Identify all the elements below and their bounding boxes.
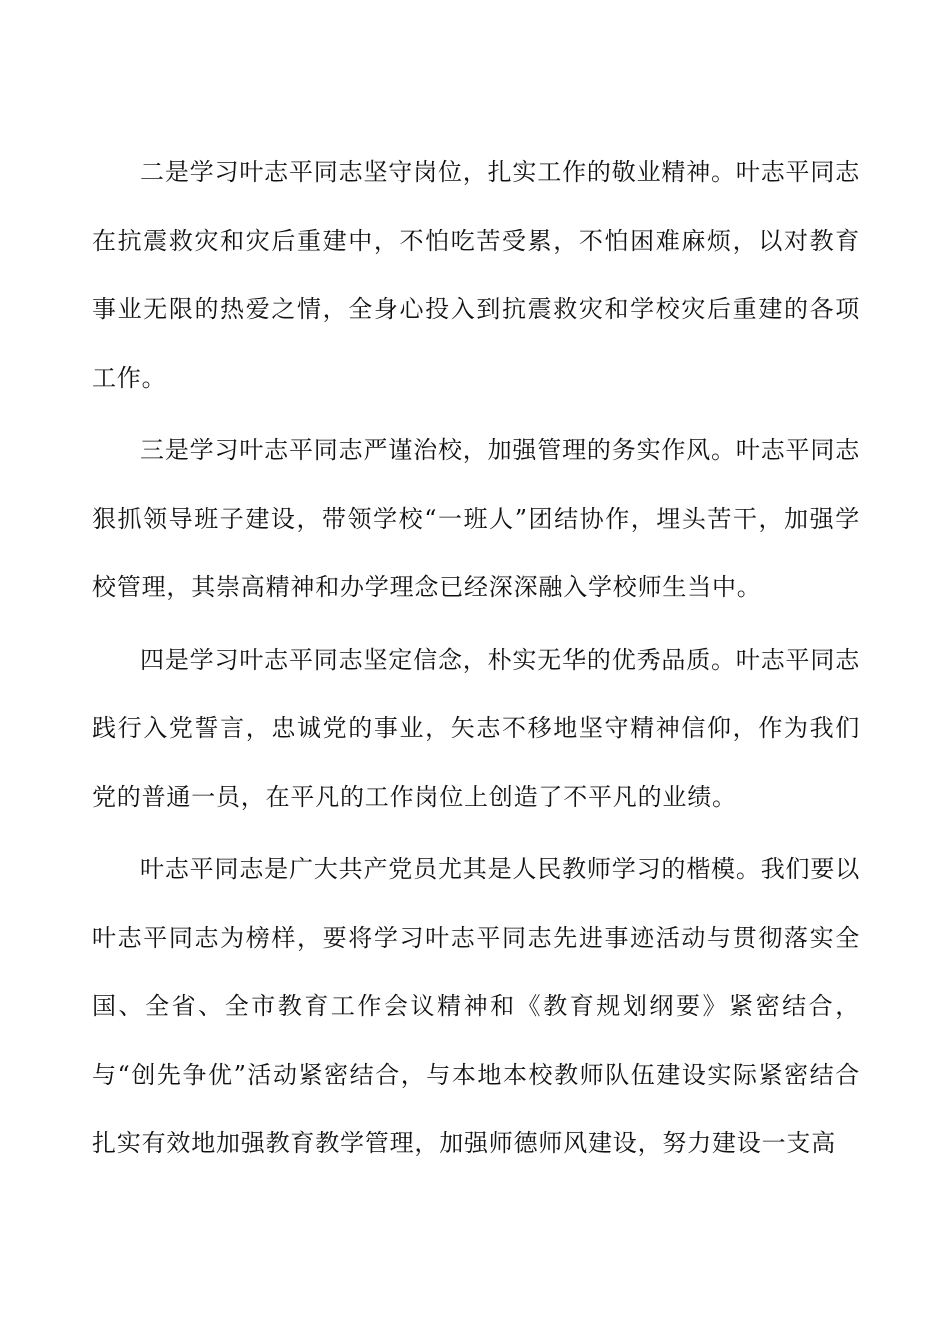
- paragraph-fourth-point: 四是学习叶志平同志坚定信念，朴实无华的优秀品质。叶志平同志践行入党誓言，忠诚党的事业，矢志不移地坚守精神信仰，作为我们党的普通一员，在平凡的工作岗位上创造了不平凡的业绩。: [92, 645, 860, 811]
- paragraph-conclusion: 叶志平同志是广大共产党员尤其是人民教师学习的楷模。我们要以叶志平同志为榜样，要将学习叶志平同志先进事迹活动与贯彻落实全国、全省、全市教育工作会议精神和《教育规划纲要》紧密结合，与“创先争优”活动紧密结合，与本地本校教师队伍建设实际紧密结合扎实有效地加强教育教学管理，加强师德师风建设，努力建设一支高: [92, 855, 860, 1157]
- document-body: [92, 138, 860, 1182]
- paragraph-third-point: 三是学习叶志平同志严谨治校，加强管理的务实作风。叶志平同志狠抓领导班子建设，带领学校“一班人”团结协作，埋头苦干，加强学校管理，其崇高精神和办学理念已经深深融入学校师生当中。: [92, 436, 860, 601]
- paragraph-second-point: 二是学习叶志平同志坚守岗位，扎实工作的敬业精神。叶志平同志在抗震救灾和灾后重建中，不怕吃苦受累，不怕困难麻烦，以对教育事业无限的热爱之情，全身心投入到抗震救灾和学校灾后重建的各项工作。: [92, 158, 860, 392]
